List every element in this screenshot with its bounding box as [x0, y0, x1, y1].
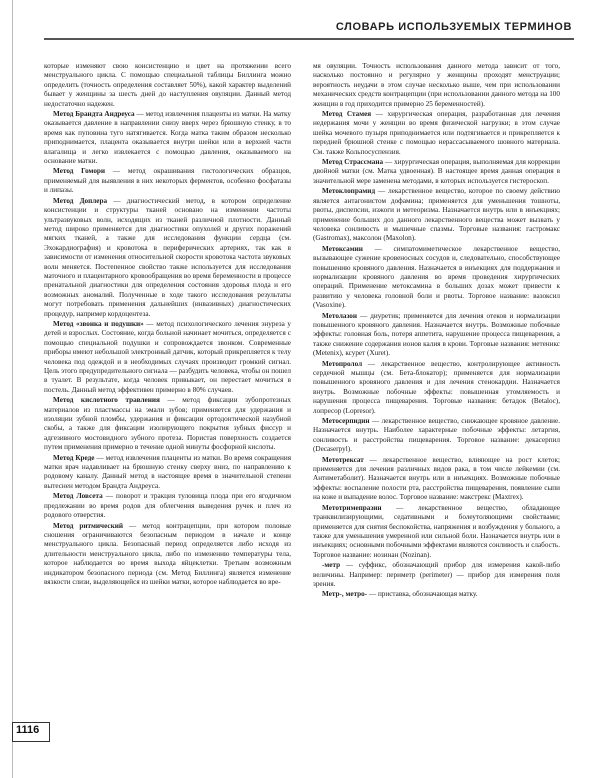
entry-term: Метотрексат: [322, 455, 364, 464]
entry-definition: — лекарственное вещество, влияющее на рост клеток; применяется для лечения различных видов рака, в том числе лейкемии (см. Антиметаболит). Назначается внутрь или в инъекциях. Возможные побочные эффекты: воспаление полости рта, расстройства пищеварения, появление сыпи на коже и выпадение волос. Торговое название: макстрекс (Maxtrex).: [313, 455, 560, 502]
entry-term: Метоксамин: [322, 244, 363, 253]
dictionary-entry: [44, 492, 291, 520]
entry-term: Метод Брандта Андреуса: [53, 110, 135, 119]
entry-term: Метосерпидин: [322, 417, 370, 426]
entry-term: Метод Доплера: [53, 196, 108, 205]
dictionary-entry: [44, 320, 291, 395]
dictionary-entry: [313, 245, 560, 311]
entry-definition: — симпатомиметическое лекарственное вещество, вызывающее сужение кровеносных сосудов и, следовательно, способствующее повышению кровяного давления. Назначается в инъекциях для поддержания и нормализации кровяного давления во время проведения хирургических операций. Применение метоксамина в больших дозах может привести к развитию у человека головной боли и рвоты. Торговое название: вазоксил (Vasoxine).: [313, 244, 560, 310]
entry-definition: — метод психологического лечения энуреза у детей и взрослых. Состояние, когда больной начинает мочиться, определяется с помощью специальной подушки и сопровождается звонком. Современные приборы имеют небольшой электронный датчик, который прикрепляется к телу человека под одеждой и в необходимых случаях производит громкий сигнал. Цель этого предупредительного сигнала — разбудить человека, чтобы он пошел в туалет. В результате, когда человек привыкает, он перестает мочиться в постель. Данный метод эффективен примерно в 80% случаев.: [44, 319, 291, 394]
dictionary-entry: [313, 456, 560, 503]
page-number: 1116: [16, 724, 40, 736]
dictionary-entry: [313, 312, 560, 359]
entry-term: Метотримепразин: [322, 503, 382, 512]
entry-definition: — поворот и тракция туловища плода при его ягодичном предлежании во время родов для облегчения выведения ручек и плеч из родового отверстия.: [44, 492, 291, 520]
entry-definition: — приставка, обозначающая матку.: [367, 590, 478, 599]
entry-term: Метр-, метро-: [322, 590, 368, 599]
dictionary-entry: [44, 522, 291, 588]
entry-term: Метод «звонка и подушки»: [53, 319, 144, 328]
entry-definition: — суффикс, обозначающий прибор для измерения какой-либо величины. Например: периметр (perimeter) — прибор для измерения поля зрения.: [313, 561, 560, 588]
entry-term: Метод Стамея: [322, 110, 372, 119]
entry-term: Метод Страссмана: [322, 158, 384, 167]
right-column: [313, 62, 560, 722]
entry-definition: — метод извлечения плаценты из матки. На матку оказывается давление в направлении снизу вверх через брюшную стенку, в то время как пуповина туго натягивается. Когда матка таким образом несколько приподнимается, плацента оказывается внутри шейки или в верхней части влагалища и легко извлекается с помощью давления, оказываемого на основание матки.: [44, 110, 291, 166]
dictionary-entry: [313, 504, 560, 560]
dictionary-entry: [44, 167, 291, 195]
entry-definition: — метод фиксации зубопротезных материалов из пластмассы на эмали зубов; применяется для удержания и изоляции зубной пломбы, удержания и фиксации ортодонтической назубной скобы, а также для фиксации изолирующего покрытия зубных фиссур и адгезивного мостовидного зубного протеза. Пористая поверхность создается путем применения примерно в течение одной минуты фосфорной кислоты.: [44, 396, 291, 452]
entry-definition: — хирургическая операция, выполняемая для коррекции двойной матки (см. Матка удвоенная). В настоящее время данная операция в значительной мере заменена методами, в которых используется гистероскоп.: [313, 158, 560, 185]
page-edge-line: [12, 0, 13, 778]
entry-term: Метод Гомори: [53, 167, 106, 176]
running-header-title: СЛОВАРЬ ИСПОЛЬЗУЕМЫХ ТЕРМИНОВ: [335, 21, 572, 33]
dictionary-entry: [313, 187, 560, 243]
entry-definition: — лекарственное вещество, контролирующее активность сердечной мышцы (см. Бета-блокатор); применяется для нормализации повышенного кровяного давления и для лечения стенокардии. Назначается внутрь. Возможные побочные эффекты: повышенная утомляемость и нарушения процесса пищеварения. Торговые названия: бетадок (Betaloc), лопресор (Lopresor).: [313, 359, 560, 415]
entry-term: Метоклопрамид: [322, 187, 376, 196]
dictionary-entry: [313, 110, 560, 157]
dictionary-entry: [44, 454, 291, 492]
entry-term: -метр: [322, 561, 341, 570]
entry-definition: — метод контрацепции, при котором половые сношения ограничиваются безопасным периодом в начале и конце менструального цикла. Безопасный период определяется либо исходя из длительности менструального цикла, либо по изменению температуры тела, которое наблюдается во время выхода яйцеклетки. Третьим возможным индикатором безопасного периода (см. Метод Биллинга) является изменение вязкости слизи, выделяющейся из шейки матки, которое наблюдается во вре-: [44, 521, 291, 586]
dictionary-entry: [44, 110, 291, 166]
entry-definition: — лекарственное вещество, которое по своему действию является антагонистом дофамина; применяется для уменьшения тошноты, рвоты, диспепсии, изжоги и метеоризма. Назначается внутрь или в инъекциях; применение больших доз данного лекарственного вещества может вызвать у человека сонливость и мышечные спазмы. Торговые названия: гастромакс (Gastromax), максолон (Maxolon).: [313, 187, 560, 243]
dictionary-entry: [313, 417, 560, 455]
entry-definition: — метод извлечения плаценты из матки. Во время сокращения матки врач надавливает на брюшную стенку сверху вниз, по направлению к родовому каналу. Данный метод в настоящее время в значительной степени вытеснен методом Брандта Андреуса.: [44, 453, 291, 490]
entry-definition: — диуретик; применяется для лечения отеков и нормализации повышенного кровяного давления. Назначается внутрь. Возможные побочные эффекты: головная боль, потеря аппетита, нарушение процесса пищеварения, а также снижение содержания ионов калия в крови. Торговые названия: метеникс (Metenix), ксурет (Xuret).: [313, 311, 560, 358]
dictionary-entry: [44, 62, 291, 109]
dictionary-entry: [313, 590, 560, 599]
entry-term: Метод Ловсета: [53, 492, 103, 501]
entry-term: Метод Креде: [53, 453, 95, 462]
dictionary-entry: [44, 396, 291, 452]
entry-definition: — лекарственное вещество, обладающее транквилизирующими, седативными и болеутоляющими свойствами; применяется для снятия беспокойства, напряжения и возбуждения у больного, а также для уменьшения умеренной или сильной боли. Назначается внутрь или в инъекциях; основными побочными эффектами являются сонливость и слабость. Торговое название: нозинан (Nozinan).: [313, 503, 560, 559]
page-header: [0, 0, 600, 60]
dictionary-entry: [313, 360, 560, 416]
entry-term: Метопролол: [322, 359, 363, 368]
entry-definition: — хирургическая операция, разработанная для лечения недержания мочи у женщин во время физической нагрузки; в этом случае шейка мочевого пузыря приподнимается или подтягивается и прикрепляется к передней брюшной стенке с помощью нерассасываемого шовного материала. См. также Кольпосуспензия.: [313, 110, 560, 156]
entry-definition: — лекарственное вещество, снижающее кровяное давление. Назначается внутрь. Наиболее характерные побочные эффекты: летаргия, сонливость и расстройства пищеварения. Торговое название: декасерпил (Decaserpyl).: [313, 417, 560, 454]
header-rule: [44, 38, 574, 40]
dictionary-entry: [313, 62, 560, 109]
entry-term: Метод ритмический: [53, 521, 124, 530]
left-column: [44, 62, 291, 722]
dictionary-entry: [313, 561, 560, 589]
entry-term: Метолазон: [322, 311, 358, 320]
dictionary-entry: [44, 197, 291, 319]
entry-definition: — метод окрашивания гистологических образцов, применяемый для выявления в них некоторых ферментов, особенно фосфатазы и липазы.: [44, 167, 291, 195]
entry-definition: мя овуляции. Точность использования данного метода зависит от того, насколько постоянно и регулярно у женщины проходят менструации; вероятность неудачи в этом случае несколько выше, чем при использовании механических средств контрацепции (при использовании данного метода на 100 женщин в год приходится примерно 25 беременностей).: [313, 62, 560, 108]
entry-term: Метод кислотного травления: [53, 396, 160, 405]
entry-definition: которые изменяют свою консистенцию и цвет на протяжении всего менструального цикла. С помощью специальной таблицы Биллинга можно определить (точность определения составляет 50%), какой характер выделений бывает у женщины за шесть дней до наступления овуляции. Данный метод недостаточно надежен.: [44, 62, 291, 108]
dictionary-entry: [313, 158, 560, 186]
entry-definition: — диагностический метод, в котором определение консистенции и структуры тканей основано на изменении частоты ультразвуковых волн, исходящих из тканей различной плотности. Данный метод широко применяется для диагностики опухолей и других поражений мягких тканей, а также для исследования функции сердца (см. Эхокардиография) и кровотока в периферических артериях, так как в зависимости от изменения относительной скорости кровотока частота звуковых волн меняется. Постепенное свойство также используется для исследования маточного и плацентарного кровообращения во время беременности в процессе пренатальной диагностики для определения состояния здоровья плода и его возможных аномалий. Полученные в ходе такого исследования результаты могут потребовать применения дальнейших (инвазивных) диагностических процедур, например кордоцентеза.: [44, 196, 291, 318]
